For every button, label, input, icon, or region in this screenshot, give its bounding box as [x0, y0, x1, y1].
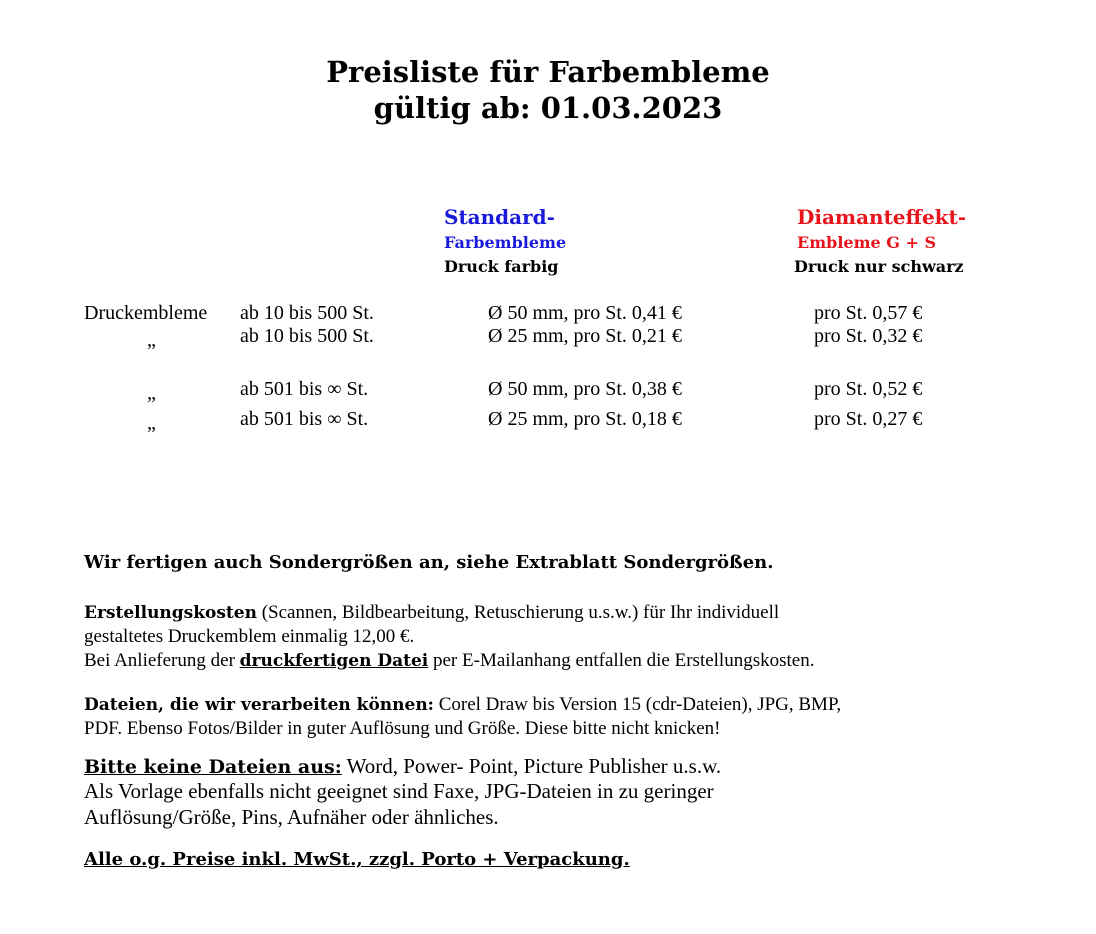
diamant-header-line2: Embleme G + S — [797, 233, 937, 252]
diamant-header-line1: Diamanteffekt- — [797, 205, 967, 229]
sondergroessen-note: Wir fertigen auch Sondergrößen an, siehe Extrablatt Sondergrößen. — [84, 552, 774, 573]
row-standard-price: Ø 50 mm, pro St. 0,41 € — [488, 302, 682, 324]
anlieferung-post: per E-Mailanhang entfallen die Erstellungskosten. — [428, 650, 815, 671]
keine-text: Word, Power- Point, Picture Publisher u.s.w. — [341, 754, 722, 778]
row-label: Druckembleme — [84, 302, 208, 324]
row-diamant-price: pro St. 0,57 € — [814, 302, 923, 324]
preise-note: Alle o.g. Preise inkl. MwSt., zzgl. Porto + Verpackung. — [84, 849, 630, 870]
row-diamant-price: pro St. 0,32 € — [814, 325, 923, 347]
row-label: „ — [147, 412, 156, 434]
anlieferung-pre: Bei Anlieferung der — [84, 650, 240, 671]
standard-header-line3: Druck farbig — [444, 257, 559, 276]
dateien-line2: PDF. Ebenso Fotos/Bilder in guter Auflösung und Größe. Diese bitte nicht knicken! — [84, 718, 721, 739]
keine-label: Bitte keine Dateien aus: — [84, 756, 342, 778]
erstellung-line2: gestaltetes Druckemblem einmalig 12,00 €. — [84, 626, 415, 647]
diamant-header-line3: Druck nur schwarz — [794, 257, 964, 276]
row-standard-price: Ø 50 mm, pro St. 0,38 € — [488, 378, 682, 400]
keine-line1 — [84, 754, 721, 780]
dateien-line1 — [84, 693, 841, 717]
row-standard-price: Ø 25 mm, pro St. 0,21 € — [488, 325, 682, 347]
row-label: „ — [147, 382, 156, 404]
erstellung-label: Erstellungskosten — [84, 603, 257, 623]
standard-header-line1: Standard- — [444, 205, 555, 229]
row-range: ab 501 bis ∞ St. — [240, 408, 369, 430]
keine-line3: Auflösung/Größe, Pins, Aufnäher oder ähnliches. — [84, 805, 499, 829]
row-label: „ — [147, 329, 156, 351]
row-range: ab 10 bis 500 St. — [240, 302, 374, 324]
row-standard-price: Ø 25 mm, pro St. 0,18 € — [488, 408, 682, 430]
page-title-line2: gültig ab: 01.03.2023 — [373, 91, 723, 125]
page-title-line1: Preisliste für Farbembleme — [326, 55, 770, 89]
dateien-text: Corel Draw bis Version 15 (cdr-Dateien), JPG, BMP, — [433, 694, 842, 715]
row-range: ab 501 bis ∞ St. — [240, 378, 369, 400]
row-diamant-price: pro St. 0,52 € — [814, 378, 923, 400]
erstellung-line1 — [84, 601, 779, 625]
row-range: ab 10 bis 500 St. — [240, 325, 374, 347]
dateien-label: Dateien, die wir verarbeiten können: — [84, 695, 434, 715]
anlieferung-line — [84, 649, 814, 673]
druckfertige-datei: druckfertigen Datei — [239, 651, 429, 671]
keine-line2: Als Vorlage ebenfalls nicht geeignet sind Faxe, JPG-Dateien in zu geringer — [84, 779, 714, 803]
erstellung-text: (Scannen, Bildbearbeitung, Retuschierung u.s.w.) für Ihr individuell — [256, 602, 780, 623]
row-diamant-price: pro St. 0,27 € — [814, 408, 923, 430]
standard-header-line2: Farbembleme — [444, 233, 567, 252]
